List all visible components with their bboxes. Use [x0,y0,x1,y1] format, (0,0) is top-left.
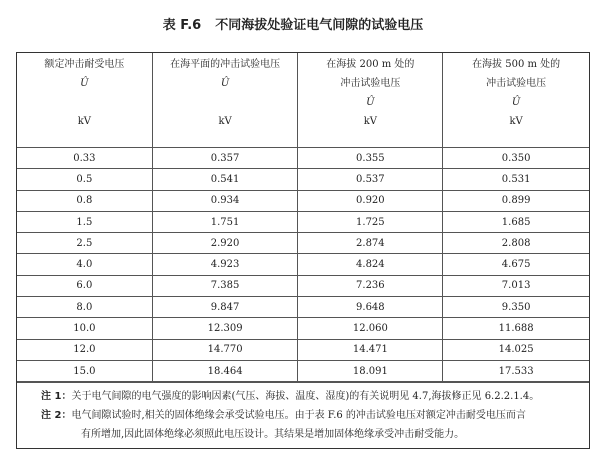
table-cell: 0.920 [298,190,443,211]
table-cell: 14.471 [298,339,443,360]
table-cell: 14.025 [443,339,589,360]
table-cell: 0.541 [152,169,298,190]
table-cell: 2.874 [298,233,443,254]
table-caption: 不同海拔处验证电气间隙的试验电压 [215,18,424,33]
table-cell: 6.0 [17,275,152,296]
column-header [298,53,443,148]
table-cell: 0.355 [298,148,443,169]
table-row [17,318,589,339]
table-cell: 7.013 [443,275,589,296]
table-cell: 1.725 [298,211,443,232]
column-header [17,53,152,148]
unit-label: kV [363,116,377,127]
note-text: 电气间隙试验时,相关的固体绝缘会承受试验电压。由于表 F.6 的冲击试验电压对额定冲击耐受电压而言 [71,410,526,422]
table-cell: 0.537 [298,169,443,190]
table-cell: 0.357 [152,148,298,169]
note-2 [41,406,583,425]
symbol-u-hat: Û [220,78,230,89]
table-cell: 9.648 [298,297,443,318]
table-cell: 4.0 [17,254,152,275]
table-cell: 18.464 [152,360,298,381]
table-row [17,360,589,381]
table-number: 表 F.6 [162,18,202,33]
note-2-continuation: 有所增加,因此固体绝缘必须照此电压设计。其结果是增加固体绝缘承受冲击耐受能力。 [81,429,465,441]
table-notes [17,382,589,448]
note-label: 注 1： [41,391,72,403]
table-cell: 1.685 [443,211,589,232]
table-cell: 2.920 [152,233,298,254]
table-cell: 12.0 [17,339,152,360]
table-cell: 9.350 [443,297,589,318]
table-cell: 4.675 [443,254,589,275]
table-cell: 0.531 [443,169,589,190]
table-row [17,339,589,360]
table-cell: 1.751 [152,211,298,232]
header-text: 在海拔 200 m 处的 [326,59,415,70]
table-cell: 7.385 [152,275,298,296]
note-label: 注 2： [41,410,72,422]
table-cell: 18.091 [298,360,443,381]
unit-label: kV [218,116,232,127]
table-row [17,254,589,275]
symbol-u-hat: Û [366,97,375,108]
table-row [17,297,589,318]
table-row [17,190,589,211]
table-cell: 4.824 [298,254,443,275]
table-cell: 0.350 [443,148,589,169]
table-title [0,14,600,33]
table-cell: 10.0 [17,318,152,339]
note-1 [41,387,583,406]
table-cell: 2.5 [17,233,152,254]
table-cell: 0.33 [17,148,152,169]
table-cell: 2.808 [443,233,589,254]
table-cell: 15.0 [17,360,152,381]
table-cell: 0.934 [152,190,298,211]
table-cell: 17.533 [443,360,589,381]
table-cell: 7.236 [298,275,443,296]
table-row [17,233,589,254]
column-header [443,53,589,148]
table-cell: 9.847 [152,297,298,318]
header-text: 在海平面的冲击试验电压 [170,59,281,70]
unit-label: kV [77,116,91,127]
table-row [17,275,589,296]
table-row [17,169,589,190]
table-row [17,148,589,169]
unit-label: kV [509,116,523,127]
table-cell: 0.5 [17,169,152,190]
table-cell: 0.8 [17,190,152,211]
table-cell: 12.309 [152,318,298,339]
column-header [152,53,298,148]
header-text: 在海拔 500 m 处的 [472,59,561,70]
table-row [17,211,589,232]
table-cell: 1.5 [17,211,152,232]
symbol-u-hat: Û [511,97,521,108]
header-text: 冲击试验电压 [486,78,547,89]
table-cell: 4.923 [152,254,298,275]
table-cell: 8.0 [17,297,152,318]
symbol-u-hat: Û [80,78,89,89]
table-cell: 0.899 [443,190,589,211]
test-voltage-table [16,52,590,449]
note-text: 关于电气间隙的电气强度的影响因素(气压、海拔、温度、湿度)的有关说明见 4.7,海拔修正见 6.2.2.1.4。 [71,391,540,403]
table-cell: 11.688 [443,318,589,339]
table-cell: 12.060 [298,318,443,339]
header-text: 额定冲击耐受电压 [44,59,125,70]
header-text: 冲击试验电压 [340,78,401,89]
table-cell: 14.770 [152,339,298,360]
